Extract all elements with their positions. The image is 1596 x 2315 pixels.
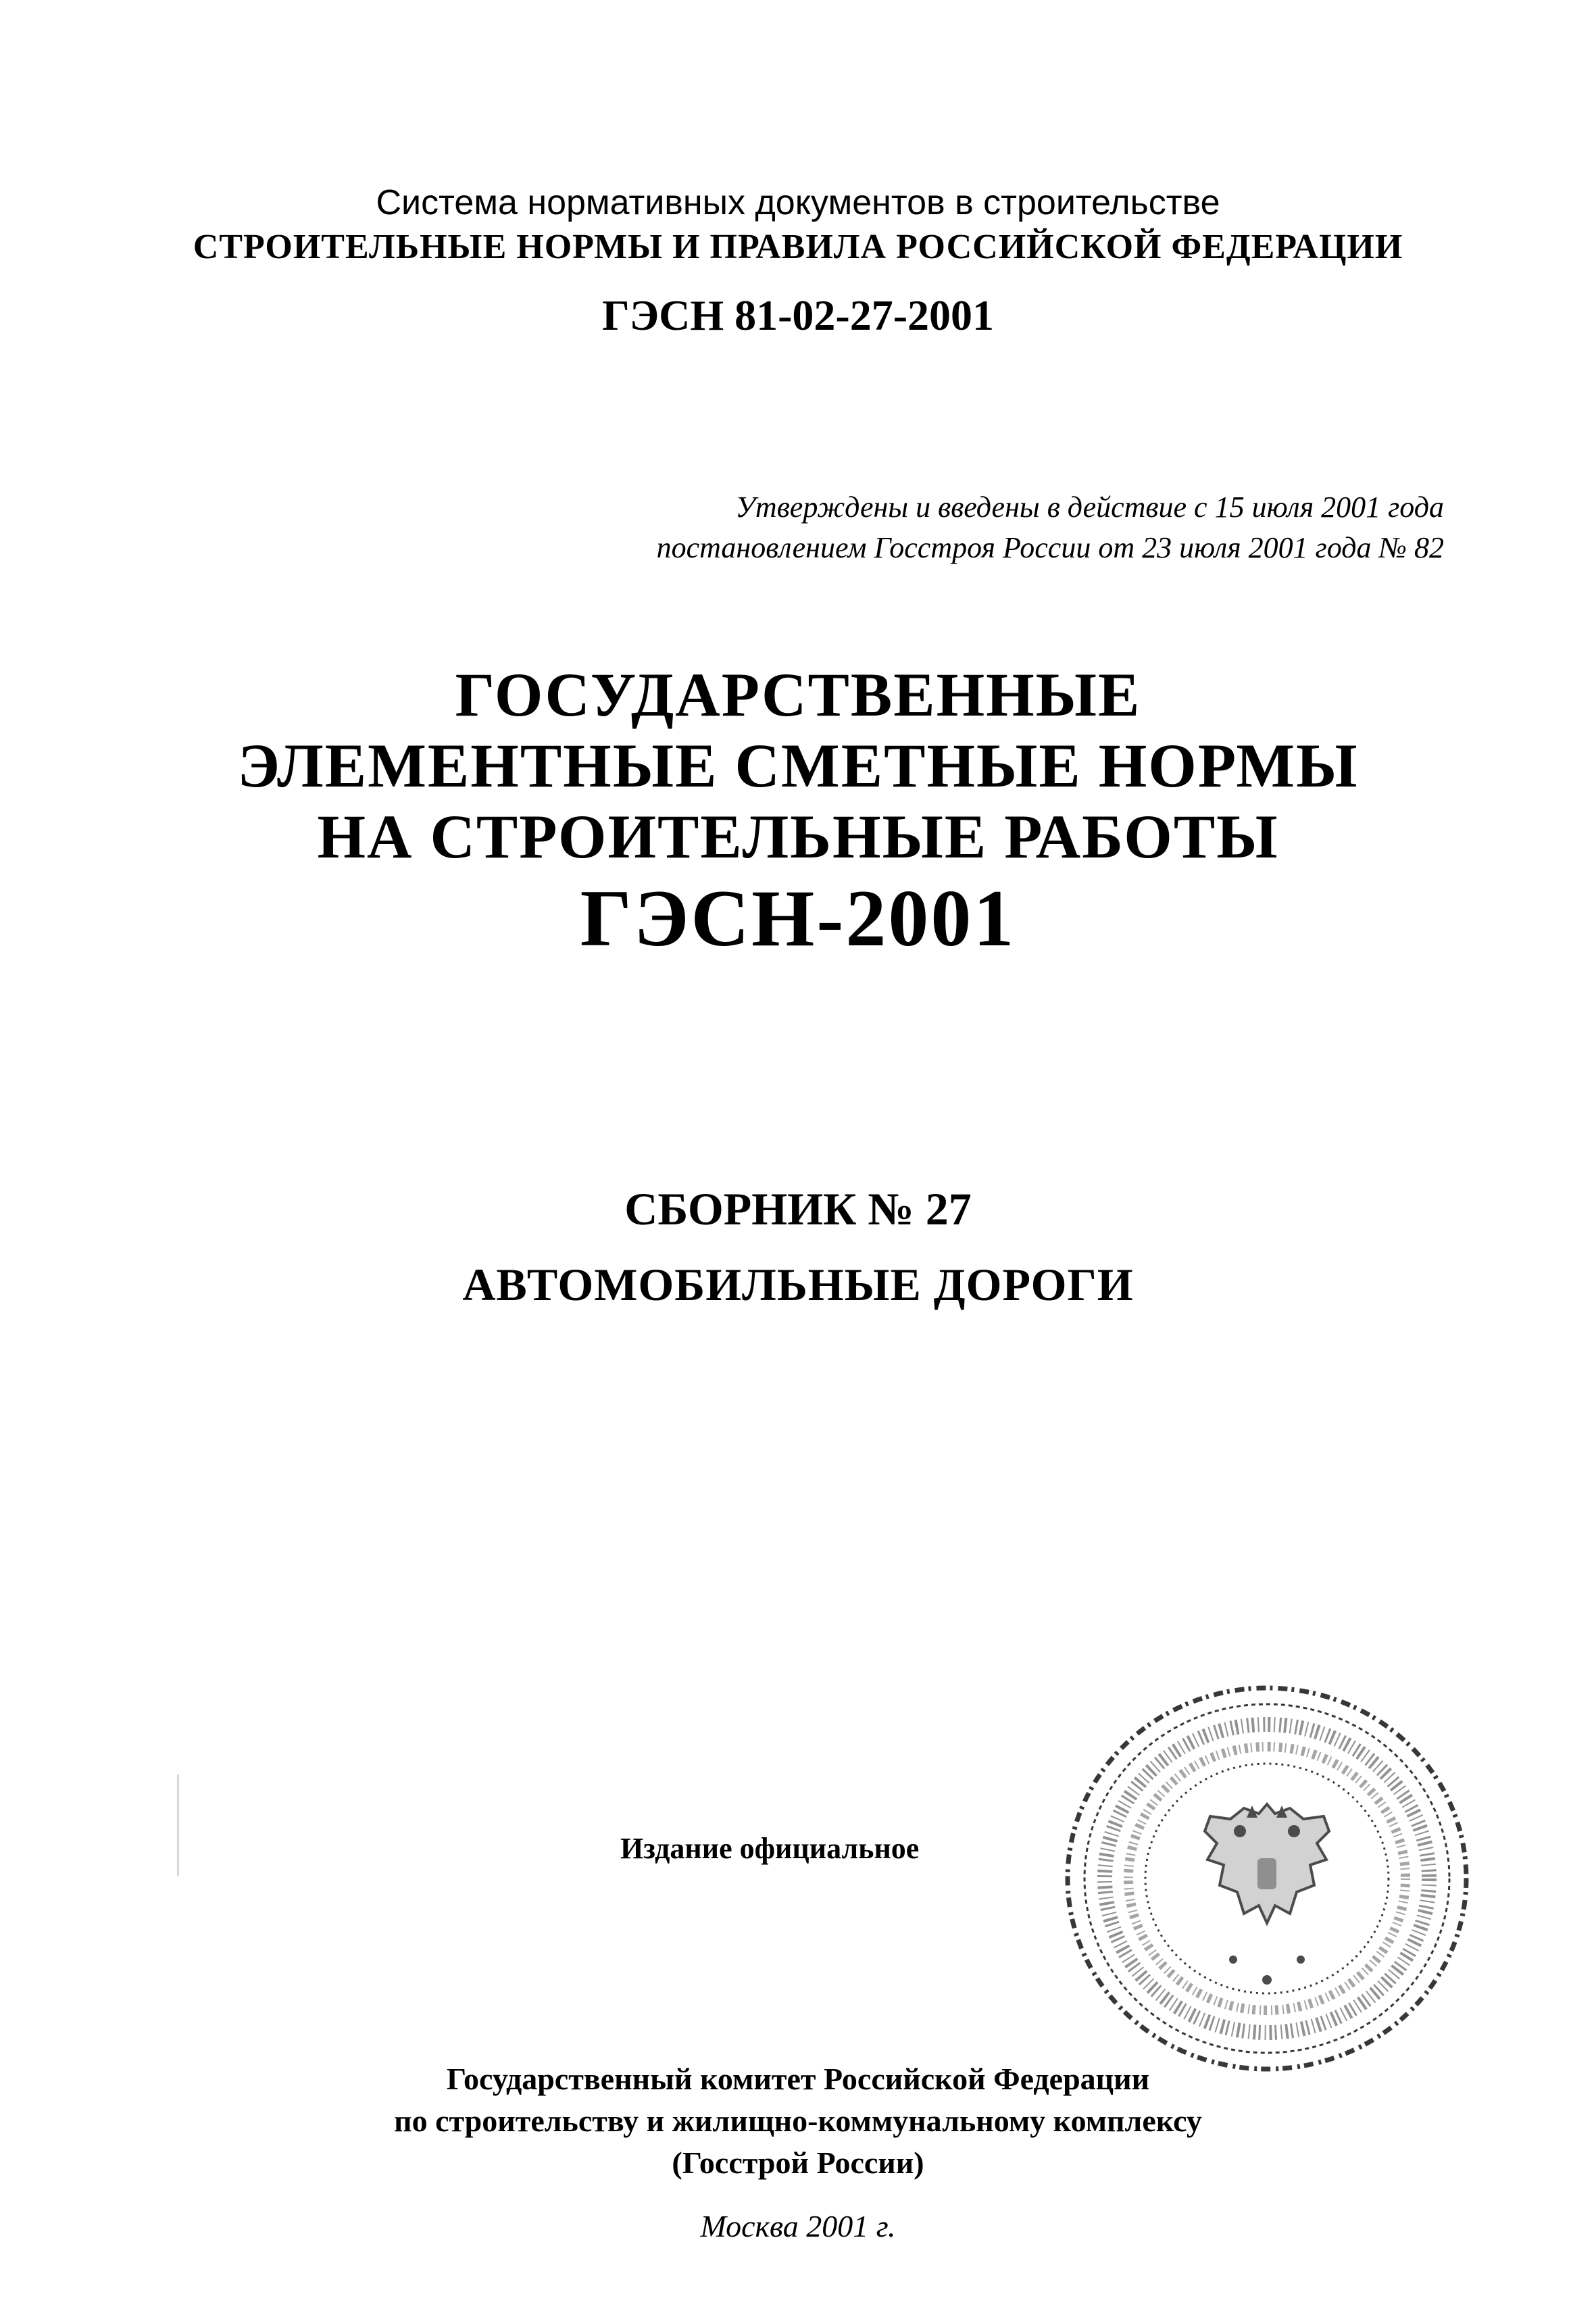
official-seal-icon <box>1057 1676 1476 2081</box>
publisher-line-1: Государственный комитет Российской Федерации <box>446 2062 1150 2096</box>
approval-line-1: Утверждены и введены в действие с 15 июля 2001 года <box>735 491 1444 524</box>
collection-number: СБОРНИК № 27 <box>624 1183 972 1235</box>
title-line-3: НА СТРОИТЕЛЬНЫЕ РАБОТЫ <box>317 802 1279 871</box>
system-line: Система нормативных документов в строительстве <box>376 183 1220 222</box>
document-code: ГЭСН 81-02-27-2001 <box>601 291 995 339</box>
approval-line-2: постановлением Госстроя России от 23 июля 2001 года № 82 <box>656 531 1444 564</box>
edition-label: Издание официальное <box>620 1832 920 1865</box>
publisher-line-2: по строительству и жилищно-коммунальному комплексу <box>394 2104 1202 2138</box>
city-year: Москва 2001 г. <box>700 2209 896 2243</box>
collection-name: АВТОМОБИЛЬНЫЕ ДОРОГИ <box>462 1259 1134 1310</box>
snip-line: СТРОИТЕЛЬНЫЕ НОРМЫ И ПРАВИЛА РОССИЙСКОЙ ФЕДЕРАЦИИ <box>193 228 1403 266</box>
title-line-2: ЭЛЕМЕНТНЫЕ СМЕТНЫЕ НОРМЫ <box>237 731 1359 800</box>
title-line-4: ГЭСН-2001 <box>580 873 1016 963</box>
title-line-1: ГОСУДАРСТВЕННЫЕ <box>455 660 1141 729</box>
scan-artifact-line <box>177 1774 179 1876</box>
publisher-line-3: (Госстрой России) <box>672 2145 924 2180</box>
